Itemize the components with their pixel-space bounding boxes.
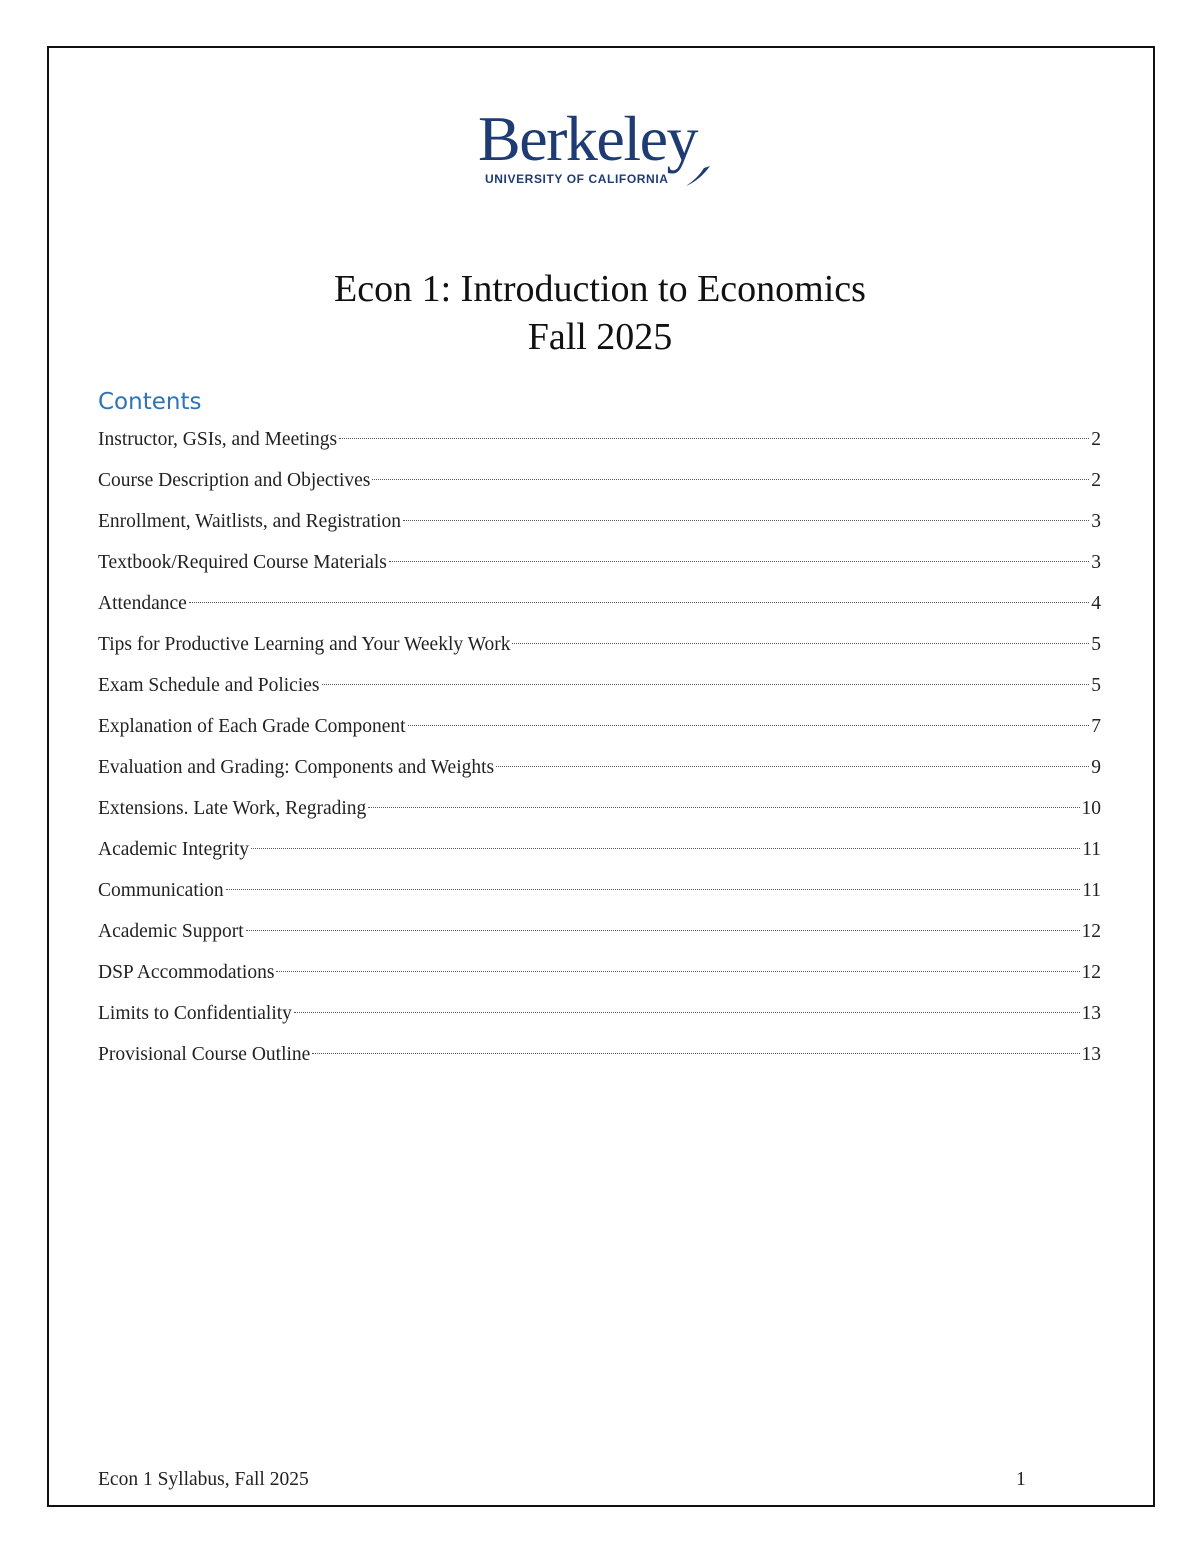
toc-entry[interactable] [98, 957, 1101, 998]
toc-entry-label: Exam Schedule and Policies [98, 675, 320, 696]
toc-entry[interactable] [98, 465, 1101, 506]
toc-entry-page: 7 [1091, 716, 1101, 737]
toc-leader-dots [408, 725, 1090, 726]
toc-leader-dots [251, 848, 1080, 849]
table-of-contents [98, 424, 1101, 1080]
toc-entry-page: 4 [1091, 593, 1101, 614]
toc-entry-label: Communication [98, 880, 224, 901]
toc-entry-label: Course Description and Objectives [98, 470, 371, 491]
title-line-1: Econ 1: Introduction to Economics [334, 268, 866, 310]
toc-entry-label: Enrollment, Waitlists, and Registration [98, 511, 401, 532]
toc-entry-page: 3 [1091, 511, 1101, 532]
toc-entry[interactable] [98, 588, 1101, 629]
logo-swash-icon [478, 104, 728, 188]
toc-entry-page: 2 [1091, 470, 1101, 491]
toc-leader-dots [322, 684, 1090, 685]
toc-entry-label: Explanation of Each Grade Component [98, 716, 406, 737]
toc-leader-dots [389, 561, 1089, 562]
toc-entry[interactable] [98, 793, 1101, 834]
toc-entry[interactable] [98, 875, 1101, 916]
document-title [0, 265, 1200, 361]
toc-entry[interactable] [98, 506, 1101, 547]
toc-entry-page: 12 [1081, 962, 1101, 983]
toc-entry[interactable] [98, 1039, 1101, 1080]
toc-entry-page: 13 [1081, 1044, 1101, 1065]
title-line-2: Fall 2025 [527, 316, 673, 358]
toc-entry[interactable] [98, 834, 1101, 875]
toc-leader-dots [403, 520, 1089, 521]
toc-entry[interactable] [98, 998, 1101, 1039]
toc-entry[interactable] [98, 629, 1101, 670]
toc-entry-page: 5 [1091, 675, 1101, 696]
toc-leader-dots [372, 479, 1089, 480]
toc-entry-label: Provisional Course Outline [98, 1044, 311, 1065]
toc-leader-dots [189, 602, 1089, 603]
toc-entry-label: Academic Integrity [98, 839, 250, 860]
toc-entry-label: DSP Accommodations [98, 962, 275, 983]
toc-leader-dots [368, 807, 1079, 808]
berkeley-logo [478, 104, 728, 188]
toc-entry-label: Attendance [98, 593, 187, 614]
toc-leader-dots [312, 1053, 1079, 1054]
toc-entry-page: 10 [1081, 798, 1101, 819]
toc-leader-dots [339, 438, 1089, 439]
toc-leader-dots [226, 889, 1081, 890]
toc-entry-page: 11 [1082, 880, 1101, 901]
toc-entry-page: 3 [1091, 552, 1101, 573]
toc-entry-page: 9 [1091, 757, 1101, 778]
toc-entry-label: Academic Support [98, 921, 244, 942]
toc-entry-label: Evaluation and Grading: Components and Weights [98, 757, 495, 778]
footer-text: Econ 1 Syllabus, Fall 2025 [98, 1469, 309, 1490]
logo-subtitle: UNIVERSITY OF CALIFORNIA [485, 172, 669, 186]
footer-page-number: 1 [1016, 1469, 1026, 1490]
toc-entry[interactable] [98, 752, 1101, 793]
toc-entry-label: Instructor, GSIs, and Meetings [98, 429, 338, 450]
toc-leader-dots [276, 971, 1079, 972]
toc-entry[interactable] [98, 916, 1101, 957]
toc-entry-page: 13 [1081, 1003, 1101, 1024]
toc-entry-page: 5 [1091, 634, 1101, 655]
toc-entry-label: Textbook/Required Course Materials [98, 552, 387, 573]
logo-wordmark: Berkeley [478, 103, 697, 174]
toc-entry-label: Limits to Confidentiality [98, 1003, 292, 1024]
toc-entry-label: Extensions. Late Work, Regrading [98, 798, 367, 819]
toc-entry[interactable] [98, 424, 1101, 465]
toc-entry-page: 12 [1081, 921, 1101, 942]
toc-entry[interactable] [98, 670, 1101, 711]
toc-entry-label: Tips for Productive Learning and Your Weekly Work [98, 634, 511, 655]
toc-entry-page: 2 [1091, 429, 1101, 450]
toc-leader-dots [246, 930, 1080, 931]
toc-leader-dots [512, 643, 1089, 644]
contents-heading: Contents [98, 389, 202, 415]
toc-leader-dots [496, 766, 1089, 767]
toc-leader-dots [294, 1012, 1080, 1013]
toc-entry[interactable] [98, 711, 1101, 752]
toc-entry[interactable] [98, 547, 1101, 588]
toc-entry-page: 11 [1082, 839, 1101, 860]
